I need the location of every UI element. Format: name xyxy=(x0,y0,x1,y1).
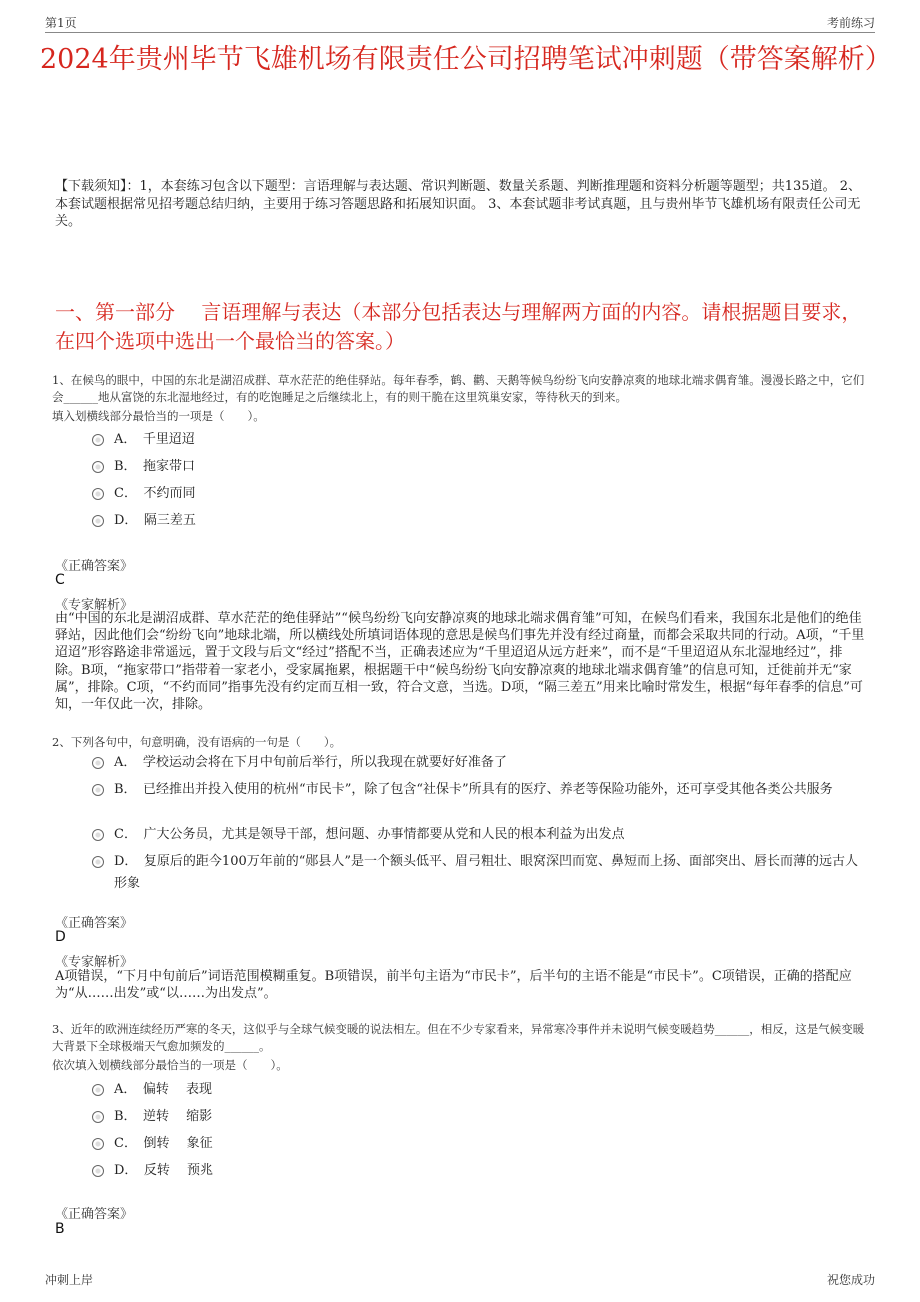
q2-option-d[interactable] xyxy=(92,851,865,895)
option-label: D． 复原后的距今100万年前的“郧县人”是一个额头低平、眉弓粗壮、眼窝深凹而宽、鼻短而上扬、面部突出、唇长而薄的远古人形象 xyxy=(114,854,859,891)
radio-icon[interactable] xyxy=(92,515,104,527)
radio-icon[interactable] xyxy=(92,461,104,473)
q1-option-d[interactable] xyxy=(92,510,865,532)
section-heading: 一、第一部分 言语理解与表达（本部分包括表达与理解两方面的内容。请根据题目要求，在四个选项中选出一个最恰当的答案。） xyxy=(55,300,862,353)
option-label: C． 广大公务员，尤其是领导干部，想问题、办事情都要从党和人民的根本利益为出发点 xyxy=(114,827,625,842)
q2-option-a[interactable] xyxy=(92,752,865,774)
analysis-label: 《专家解析》 xyxy=(55,955,134,970)
q3-option-b[interactable] xyxy=(92,1106,865,1128)
radio-icon[interactable] xyxy=(92,757,104,769)
page-header xyxy=(45,12,875,33)
answer-label: 《正确答案》 xyxy=(55,1207,134,1222)
option-label: C． 不约而同 xyxy=(114,486,196,501)
analysis-text: 由“中国的东北是湖沼成群、草水茫茫的绝佳驿站”“候鸟纷纷飞向安静凉爽的地球北端求偶育雏”可知，在候鸟们看来，我国东北是他们的绝佳驿站，因此他们会“纷纷飞向”地球北端，所以横线处所填词语体现的意思是候鸟们事先并没有经过商量，而都会采取共同的行动。A项，“千里迢迢”形容路途非常遥远，置于文段与后文“经过”搭配不当，正确表述应为“千里迢迢从远方赶来”，而不是“千里迢迢从东北湿地经过”，排除。B项，“拖家带口”指带着一家老小，受家属拖累，根据题干中“候鸟纷纷飞向安静凉爽的地球北端求偶育雏”的信息可知，迁徙前并无“家属”，排除。C项，“不约而同”指事先没有约定而互相一致，符合文意，当选。D项，“隔三差五”用来比喻时常发生，根据“每年春季的信息”可知，一年仅此一次，排除。 xyxy=(55,611,865,713)
answer-value: D xyxy=(55,929,66,945)
footer-right: 祝您成功 xyxy=(826,1273,875,1287)
q3-option-a[interactable] xyxy=(92,1079,865,1101)
option-label: B． 拖家带口 xyxy=(114,459,196,474)
question-2-stem: 2、下列各句中，句意明确，没有语病的一句是（ ）。 xyxy=(52,735,342,749)
radio-icon[interactable] xyxy=(92,488,104,500)
document-title: 2024年贵州毕节飞雄机场有限责任公司招聘笔试冲刺题（带答案解析） xyxy=(40,44,892,75)
answer-label: 《正确答案》 xyxy=(55,559,134,574)
header-tag: 考前练习 xyxy=(826,16,875,30)
question-1-stem: 1、在候鸟的眼中，中国的东北是湖沼成群、草水茫茫的绝佳驿站。每年春季，鹤、鹳、天鹅等候鸟纷纷飞向安静凉爽的地球北端求偶育雏。漫漫长路之中，它们会______地从富饶的东北湿地经过，有的吃饱睡足之后继续北上，有的则干脆在这里筑巢安家，等待秋天的到来。 xyxy=(52,373,865,404)
radio-icon[interactable] xyxy=(92,784,104,796)
radio-icon[interactable] xyxy=(92,434,104,446)
analysis-text: A项错误，“下月中旬前后”词语范围模糊重复。B项错误，前半句主语为“市民卡”，后半句的主语不能是“市民卡”。C项错误，正确的搭配应为“从……出发”或“以……为出发点”。 xyxy=(55,969,852,1002)
option-label: A． 学校运动会将在下月中旬前后举行，所以我现在就要好好准备了 xyxy=(114,755,507,770)
q1-option-a[interactable] xyxy=(92,429,865,451)
q3-option-d[interactable] xyxy=(92,1160,865,1182)
q3-option-c[interactable] xyxy=(92,1133,865,1155)
question-3-stem: 3、近年的欧洲连续经历严寒的冬天，这似乎与全球气候变暖的说法相左。但在不少专家看来，异常寒冷事件并未说明气候变暖趋势______，相反，这是气候变暖大背景下全球极端天气愈加频发的______。 xyxy=(52,1022,865,1053)
download-notice: 【下载须知】：1，本套练习包含以下题型：言语理解与表达题、常识判断题、数量关系题、判断推理题和资料分析题等题型；共135道。 2、本套试题根据常见招考题总结归纳，主要用于练习答题思路和拓展知识面。 3、本套试题非考试真题，且与贵州毕节飞雄机场有限责任公司无关。 xyxy=(55,179,861,229)
radio-icon[interactable] xyxy=(92,1084,104,1096)
question-1-prompt: 填入划横线部分最恰当的一项是（ ）。 xyxy=(52,409,265,423)
radio-icon[interactable] xyxy=(92,1165,104,1177)
radio-icon[interactable] xyxy=(92,1111,104,1123)
option-label: D． 隔三差五 xyxy=(114,513,196,528)
analysis-label: 《专家解析》 xyxy=(55,598,134,613)
option-label: B． 逆转 缩影 xyxy=(114,1109,213,1124)
q2-option-c[interactable] xyxy=(92,824,865,846)
radio-icon[interactable] xyxy=(92,1138,104,1150)
option-label: A． 偏转 表现 xyxy=(114,1082,213,1097)
page-number: 第1页 xyxy=(45,16,77,30)
option-label: C． 倒转 象征 xyxy=(114,1136,213,1151)
answer-label: 《正确答案》 xyxy=(55,916,134,931)
question-3-prompt: 依次填入划横线部分最恰当的一项是（ ）。 xyxy=(52,1058,288,1072)
answer-value: B xyxy=(55,1221,65,1237)
radio-icon[interactable] xyxy=(92,829,104,841)
footer-left: 冲刺上岸 xyxy=(45,1273,94,1287)
q2-option-b[interactable] xyxy=(92,779,865,801)
q1-option-b[interactable] xyxy=(92,456,865,478)
option-label: A． 千里迢迢 xyxy=(114,432,195,447)
q1-option-c[interactable] xyxy=(92,483,865,505)
option-label: B． 已经推出并投入使用的杭州“市民卡”，除了包含“社保卡”所具有的医疗、养老等保险功能外，还可享受其他各类公共服务 xyxy=(114,782,833,797)
radio-icon[interactable] xyxy=(92,856,104,868)
answer-value: C xyxy=(55,572,65,588)
option-label: D． 反转 预兆 xyxy=(114,1163,214,1178)
